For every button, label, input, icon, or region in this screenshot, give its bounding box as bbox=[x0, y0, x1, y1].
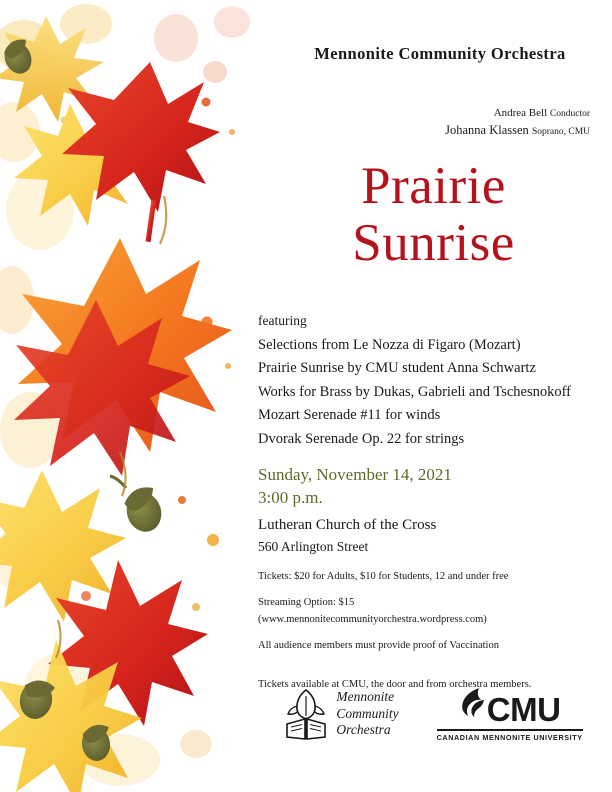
title-line-2: Sunrise bbox=[352, 214, 515, 273]
program-item: Dvorak Serenade Op. 22 for strings bbox=[258, 430, 465, 447]
title-line-1: Prairie bbox=[361, 157, 506, 215]
mco-wordmark bbox=[336, 689, 398, 740]
program-list bbox=[258, 313, 610, 451]
conductor-name: Andrea Bell bbox=[493, 107, 548, 119]
program-item: Works for Brass by Dukas, Gabrieli and Tschesnokoff bbox=[258, 383, 572, 400]
ticket-availability: Tickets available at CMU, the door and from orchestra members. bbox=[258, 679, 532, 690]
venue-address: 560 Arlington Street bbox=[258, 538, 369, 554]
mco-word-3: Orchestra bbox=[336, 722, 391, 738]
ensemble-name: Mennonite Community Orchestra bbox=[314, 44, 566, 63]
program-item: Selections from Le Nozza di Figaro (Mozart) bbox=[258, 337, 521, 353]
venue-name: Lutheran Church of the Cross bbox=[258, 517, 437, 533]
conductor-credit bbox=[445, 106, 590, 122]
cmu-subtitle: CANADIAN MENNONITE UNIVERSITY bbox=[436, 732, 583, 742]
ticket-prices: Tickets: $20 for Adults, $10 for Students, 12 and under free bbox=[258, 571, 509, 582]
vaccination-note: All audience members must provide proof of Vaccination bbox=[258, 640, 499, 651]
mco-word-1: Mennonite bbox=[336, 688, 395, 704]
event-datetime bbox=[258, 464, 610, 509]
acorn-icon bbox=[0, 37, 166, 763]
event-time: 3:00 p.m. bbox=[258, 487, 323, 507]
cmu-letters: CMU bbox=[486, 691, 561, 729]
mco-word-2: Community bbox=[336, 705, 399, 721]
program-item: Prairie Sunrise by CMU student Anna Schwartz bbox=[258, 360, 536, 377]
credits-block bbox=[445, 106, 590, 139]
ticket-info bbox=[258, 568, 610, 693]
featuring-label: featuring bbox=[258, 313, 307, 328]
page-title bbox=[255, 158, 612, 272]
cmu-flame-icon bbox=[459, 687, 485, 726]
poster-content bbox=[255, 0, 612, 792]
cmu-wordmark bbox=[437, 687, 583, 729]
streaming-option: Streaming Option: $15 bbox=[258, 597, 355, 608]
soloist-name: Johanna Klassen bbox=[445, 122, 529, 137]
event-date: Sunday, November 14, 2021 bbox=[258, 465, 452, 484]
autumn-leaves-artwork bbox=[0, 0, 255, 792]
soloist-role: Soprano, CMU bbox=[531, 126, 590, 137]
mco-logo bbox=[284, 686, 398, 742]
logo-row bbox=[255, 686, 612, 742]
program-item: Mozart Serenade #11 for winds bbox=[258, 407, 441, 424]
streaming-url[interactable]: (www.mennonitecommunityorchestra.wordpress.com) bbox=[258, 614, 487, 625]
leaves-illustration bbox=[0, 0, 255, 792]
mco-emblem-icon bbox=[284, 686, 328, 742]
soloist-credit bbox=[445, 122, 590, 140]
conductor-role: Conductor bbox=[549, 109, 590, 119]
cmu-divider bbox=[437, 729, 583, 731]
event-venue bbox=[258, 514, 610, 557]
cmu-logo bbox=[437, 687, 583, 742]
